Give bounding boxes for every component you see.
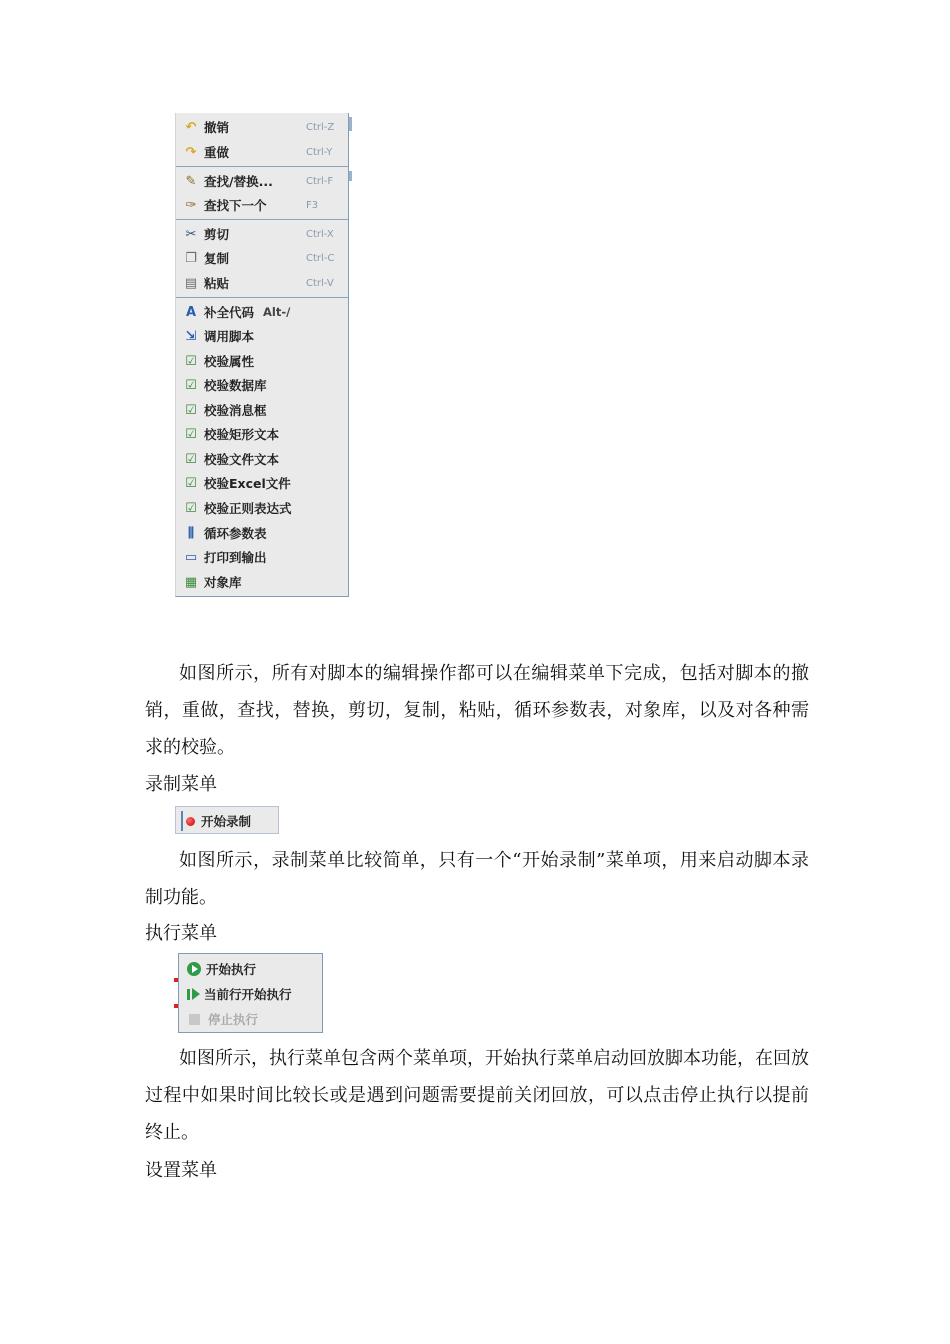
menu-item-scissors[interactable] <box>176 222 348 246</box>
menu-item-label: 查找/替换... <box>204 174 273 189</box>
menu-item-redo[interactable] <box>176 140 348 164</box>
call-script-icon: ⇲ <box>185 328 197 344</box>
menu-item-label: 校验消息框 <box>204 403 267 418</box>
menu-item-check-excel[interactable] <box>176 471 348 495</box>
menu-item-start-execute[interactable] <box>187 958 256 980</box>
menu-item-label: 校验属性 <box>204 354 255 369</box>
menu-item-label: 调用脚本 <box>204 329 255 344</box>
menu-item-check-database[interactable] <box>176 373 348 397</box>
menu-item-check-messagebox[interactable] <box>176 398 348 422</box>
menu-item-shortcut: F3 <box>306 199 319 211</box>
copy-icon: ❐ <box>185 250 197 266</box>
menu-item-loop-params[interactable] <box>176 521 348 545</box>
heading-execute-menu: 执行菜单 <box>145 923 217 944</box>
menu-item-label: 循环参数表 <box>204 526 267 541</box>
menu-item-shortcut: Alt-/ <box>263 305 291 319</box>
menu-item-label: 补全代码 <box>204 305 255 320</box>
scissors-icon: ✂ <box>185 226 197 242</box>
menu-item-label: 校验文件文本 <box>204 452 280 467</box>
menu-edge-mark <box>349 171 352 181</box>
check-rect-text-icon: ☑ <box>185 426 197 442</box>
menu-item-shortcut: Ctrl-Z <box>306 121 335 133</box>
menu-item-label: 当前行开始执行 <box>204 987 292 1002</box>
menu-item-stop-execute <box>187 1008 258 1030</box>
menu-item-shortcut: Ctrl-Y <box>306 146 333 158</box>
menu-item-code-complete[interactable] <box>176 300 348 324</box>
menu-item-label: 校验数据库 <box>204 378 267 393</box>
menu-item-label: 打印到输出 <box>204 550 267 565</box>
play-circle-icon <box>187 962 201 976</box>
menu-item-print-output[interactable] <box>176 545 348 569</box>
menu-item-check-property[interactable] <box>176 349 348 373</box>
play-from-line-icon <box>187 988 200 1000</box>
check-messagebox-icon: ☑ <box>185 402 197 418</box>
paste-icon: ▤ <box>184 275 198 291</box>
record-menu-description: 如图所示，录制菜单比较简单，只有一个“开始录制”菜单项，用来启动脚本录制功能。 <box>145 850 809 908</box>
code-complete-icon: A <box>185 304 197 320</box>
heading-record-menu: 录制菜单 <box>145 774 217 795</box>
window-edge-mark <box>174 1004 178 1008</box>
menu-item-start-record[interactable] <box>186 811 251 831</box>
menu-separator <box>176 166 348 167</box>
menu-left-bar <box>181 811 183 831</box>
menu-item-label: 校验矩形文本 <box>204 427 280 442</box>
menu-item-shortcut: Ctrl-V <box>306 277 334 289</box>
menu-item-label: 校验正则表达式 <box>204 501 292 516</box>
heading-settings-menu: 设置菜单 <box>145 1160 217 1181</box>
menu-item-copy[interactable] <box>176 246 348 270</box>
object-library-icon: ▦ <box>184 574 198 590</box>
check-excel-icon: ☑ <box>185 475 197 491</box>
menu-item-shortcut: Ctrl-C <box>306 252 335 264</box>
menu-item-label: 校验Excel文件 <box>204 476 291 491</box>
window-edge-mark <box>174 978 178 982</box>
undo-icon: ↶ <box>185 119 197 135</box>
loop-params-icon: ⫼ <box>188 525 194 541</box>
edit-menu <box>175 113 349 597</box>
menu-item-label: 对象库 <box>204 575 242 590</box>
menu-edge-mark <box>349 117 352 131</box>
stop-icon <box>189 1014 200 1025</box>
menu-item-label: 查找下一个 <box>204 198 267 213</box>
menu-item-execute-from-current-line[interactable] <box>187 983 292 1005</box>
find-next-icon: ✑ <box>185 197 197 213</box>
record-menu <box>175 806 279 834</box>
menu-item-check-rect-text[interactable] <box>176 422 348 446</box>
menu-separator <box>176 297 348 298</box>
menu-item-find-replace[interactable] <box>176 169 348 193</box>
find-replace-icon: ✎ <box>185 173 197 189</box>
menu-item-label: 停止执行 <box>208 1012 259 1027</box>
menu-item-paste[interactable] <box>176 271 348 295</box>
menu-item-label: 粘贴 <box>204 276 230 291</box>
menu-item-shortcut: Ctrl-X <box>306 228 334 240</box>
execute-menu-description: 如图所示，执行菜单包含两个菜单项，开始执行菜单启动回放脚本功能，在回放过程中如果时间比较长或是遇到问题需要提前关闭回放，可以点击停止执行以提前终止。 <box>145 1048 809 1143</box>
menu-item-undo[interactable] <box>176 115 348 139</box>
menu-item-label: 复制 <box>204 251 230 266</box>
check-regex-icon: ☑ <box>185 500 197 516</box>
menu-item-label: 开始录制 <box>201 814 252 829</box>
check-file-text-icon: ☑ <box>185 451 197 467</box>
menu-item-label: 撤销 <box>204 120 230 135</box>
redo-icon: ↷ <box>185 144 197 160</box>
menu-item-label: 开始执行 <box>206 962 257 977</box>
menu-item-check-regex[interactable] <box>176 496 348 520</box>
menu-item-label: 剪切 <box>204 227 230 242</box>
check-property-icon: ☑ <box>185 353 197 369</box>
menu-item-call-script[interactable] <box>176 324 348 348</box>
menu-item-find-next[interactable] <box>176 193 348 217</box>
execute-menu <box>178 953 323 1033</box>
record-dot-icon <box>186 817 195 826</box>
menu-item-object-library[interactable] <box>176 570 348 594</box>
menu-item-check-file-text[interactable] <box>176 447 348 471</box>
menu-item-shortcut: Ctrl-F <box>306 175 334 187</box>
print-output-icon: ▭ <box>184 549 198 565</box>
menu-separator <box>176 219 348 220</box>
menu-item-label: 重做 <box>204 145 230 160</box>
check-database-icon: ☑ <box>185 377 197 393</box>
edit-menu-description: 如图所示，所有对脚本的编辑操作都可以在编辑菜单下完成，包括对脚本的撤销，重做，查找，替换，剪切，复制，粘贴，循环参数表，对象库，以及对各种需求的校验。 <box>145 663 809 758</box>
